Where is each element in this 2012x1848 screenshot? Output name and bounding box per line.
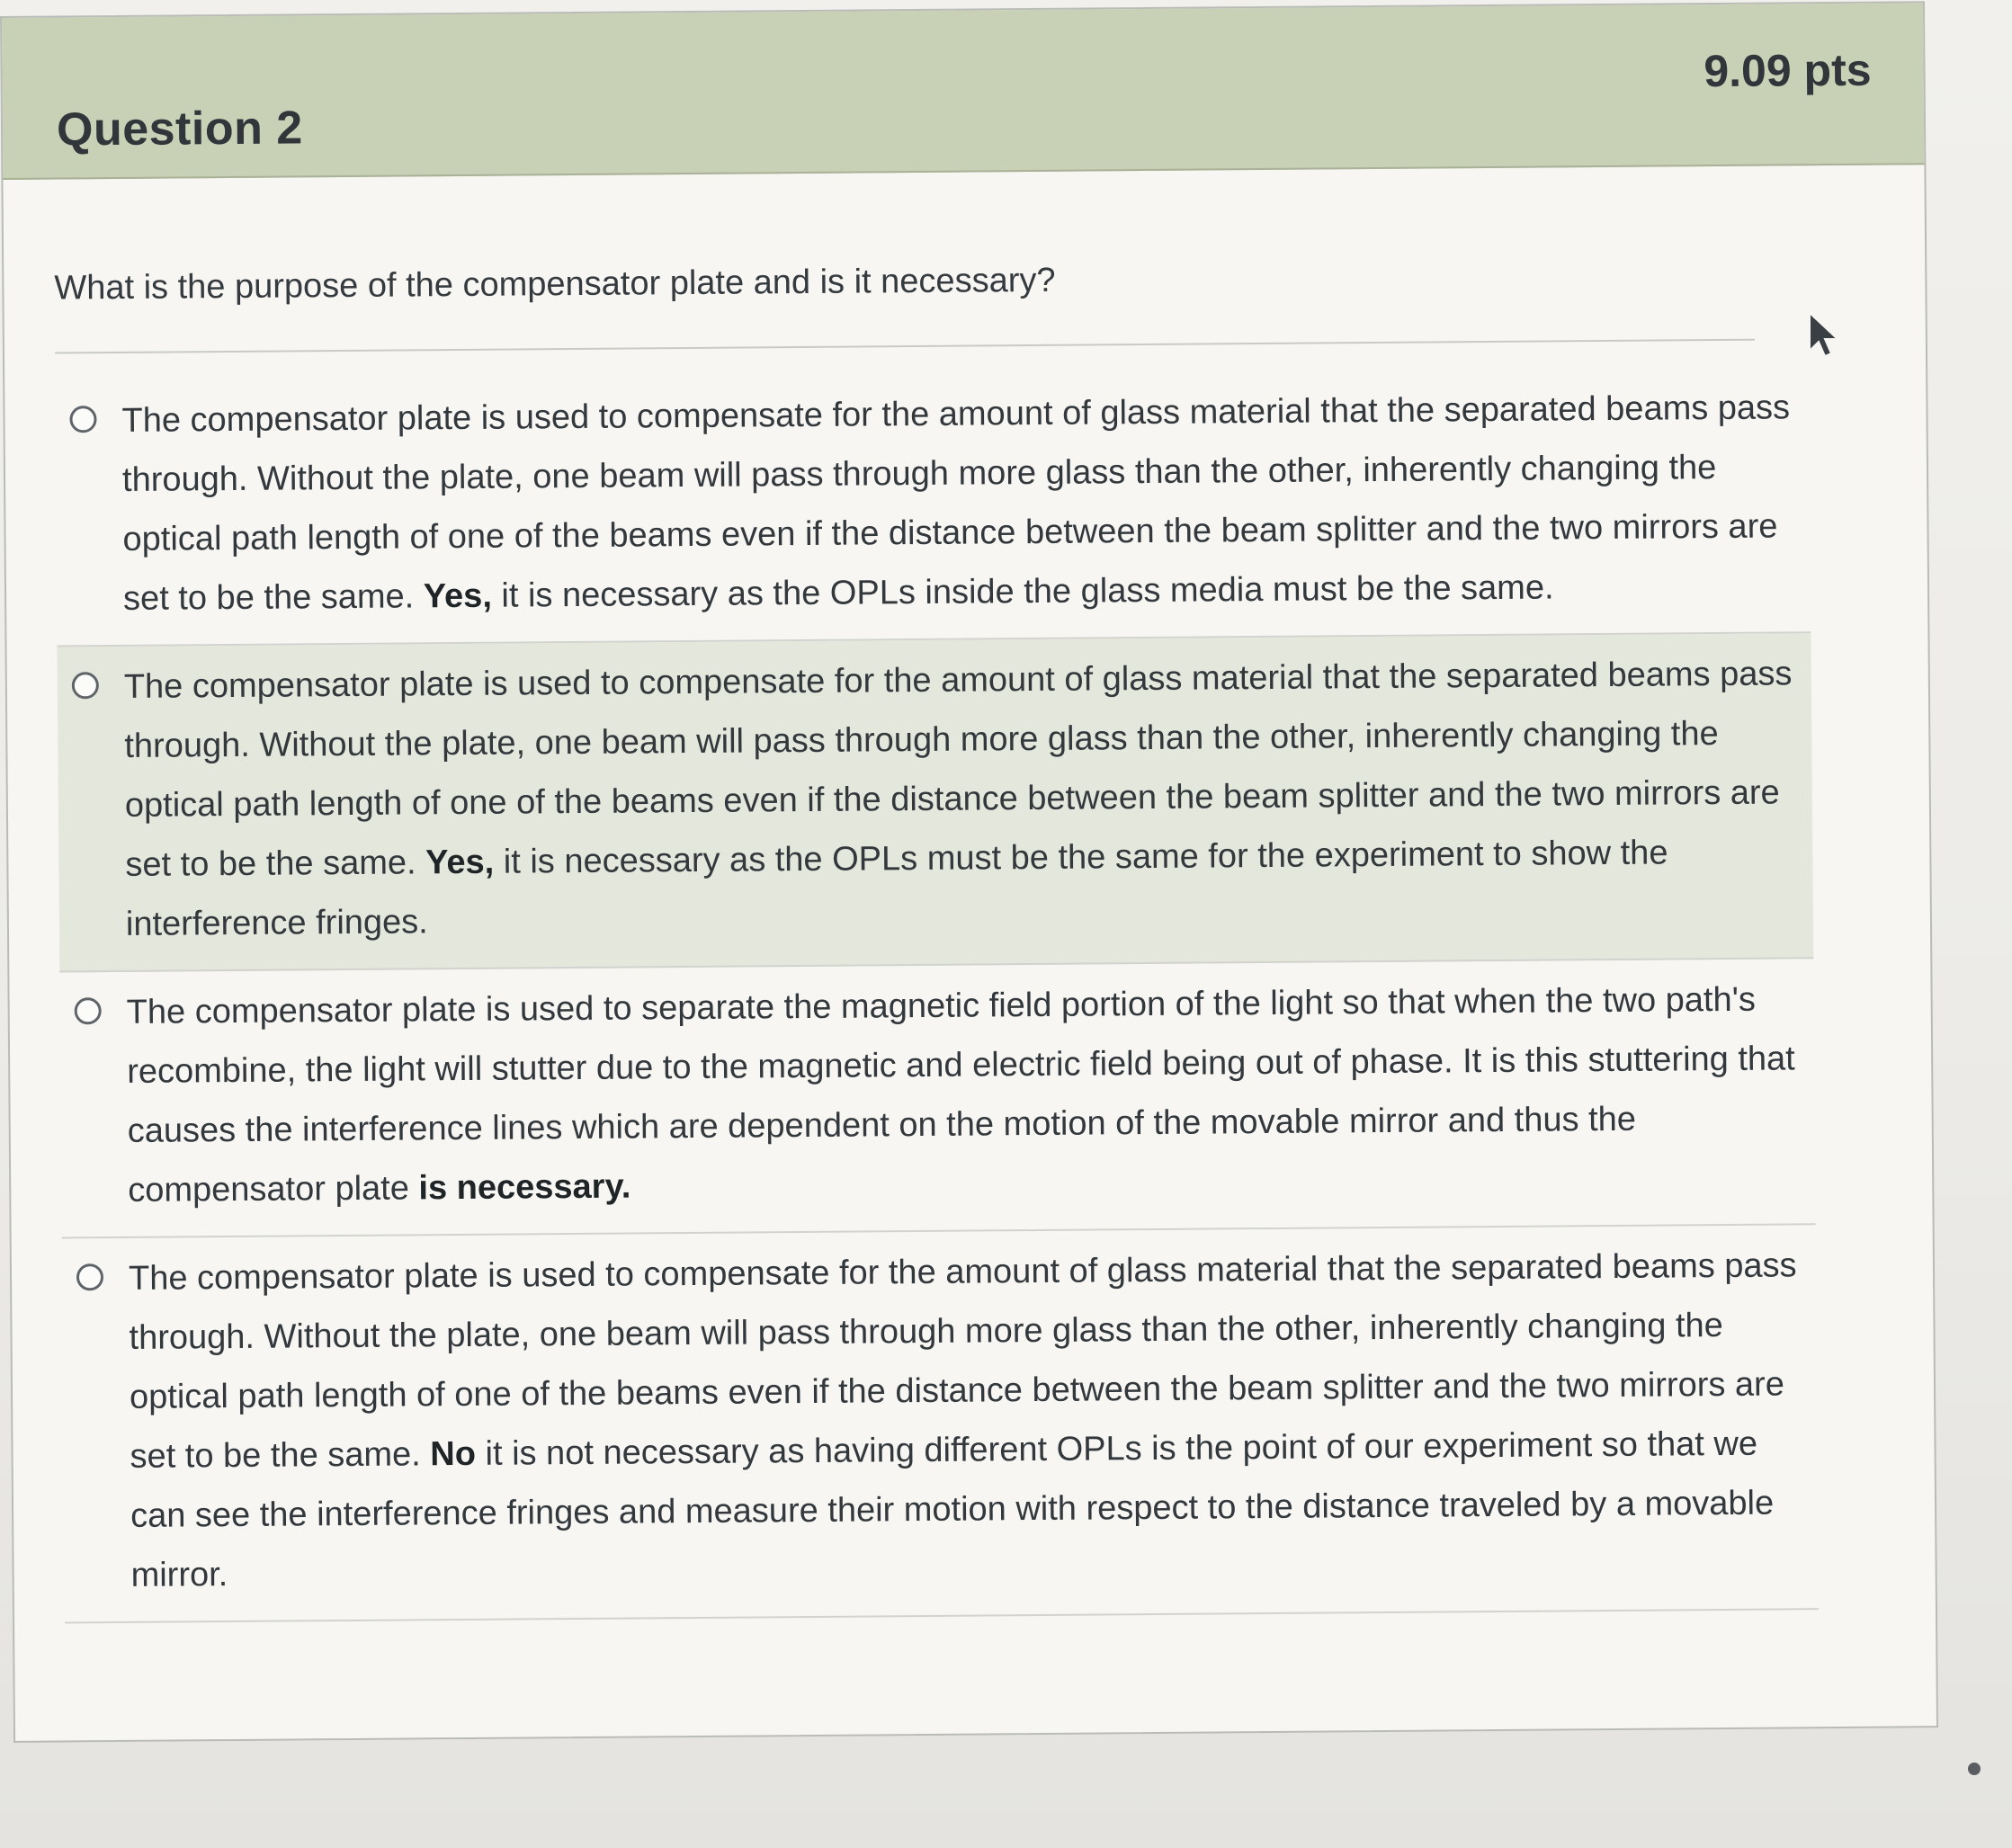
prompt-divider xyxy=(55,339,1755,354)
answer-option-2[interactable] xyxy=(58,633,1814,972)
option-3-text-start: The compensator plate is used to separate the magnetic field portion of the light so that when the two path's recombine, the light will stutter due to the magnetic and electric field being out of phase. It is this stuttering that causes the interference lines which are dependent on the motion of the movable mirror and thus the compensator plate xyxy=(126,980,1795,1210)
option-1-bold-text: Yes, xyxy=(423,576,493,616)
answer-option-3[interactable] xyxy=(59,959,1815,1238)
radio-button-option-3[interactable] xyxy=(75,997,102,1024)
screen-dot xyxy=(1968,1763,1981,1775)
answer-option-1[interactable] xyxy=(55,367,1811,647)
option-2-text-end: it is necessary as the OPLs must be the same for the experiment to show the interference fringes. xyxy=(125,834,1668,943)
option-1-text-start: The compensator plate is used to compensate for the amount of glass material that the separated beams pass through. Without the plate, one beam will pass through more glass than the other, inherently changing the optical path length of one of the beams even if the distance between the beam splitter and the two mirrors are set to be the same. xyxy=(121,388,1791,618)
option-4-text-end: it is not necessary as having different OPLs is the point of our experiment so that we can see the interference fringes and measure their motion with respect to the distance traveled by a movable mirror. xyxy=(130,1424,1775,1594)
option-3-bold-text: is necessary. xyxy=(418,1167,631,1208)
question-title: Question 2 xyxy=(56,102,303,156)
radio-button-option-1[interactable] xyxy=(69,406,96,433)
answer-option-4[interactable] xyxy=(62,1225,1819,1623)
question-points: 9.09 pts xyxy=(1703,44,1872,97)
mouse-cursor-icon xyxy=(1806,310,1842,359)
answer-option-1-text xyxy=(121,378,1796,629)
answer-options xyxy=(55,367,1819,1623)
answer-option-3-text xyxy=(126,969,1801,1220)
question-prompt: What is the purpose of the compensator plate and is it necessary? xyxy=(54,261,1056,308)
question-card xyxy=(0,1,1938,1743)
option-4-text-start: The compensator plate is used to compensate for the amount of glass material that the separated beams pass through. Without the plate, one beam will pass through more glass than the other, inherently changing the optical path length of one of the beams even if the distance between the beam splitter and the two mirrors are set to be the same. xyxy=(128,1246,1797,1476)
option-2-bold-text: Yes, xyxy=(425,843,495,882)
option-1-text-end: it is necessary as the OPLs inside the glass media must be the same. xyxy=(491,568,1554,615)
radio-button-option-4[interactable] xyxy=(76,1263,103,1290)
option-2-text-start: The compensator plate is used to compensate for the amount of glass material that the separated beams pass through. Without the plate, one beam will pass through more glass than the other, inherently changing the optical path length of one of the beams even if the distance between the beam splitter and the two mirrors are set to be the same. xyxy=(123,655,1793,884)
option-4-bold-text: No xyxy=(430,1434,477,1474)
answer-option-4-text xyxy=(129,1236,1804,1605)
radio-button-option-2[interactable] xyxy=(72,672,99,699)
answer-option-2-text xyxy=(124,644,1800,954)
question-header xyxy=(2,3,1924,180)
